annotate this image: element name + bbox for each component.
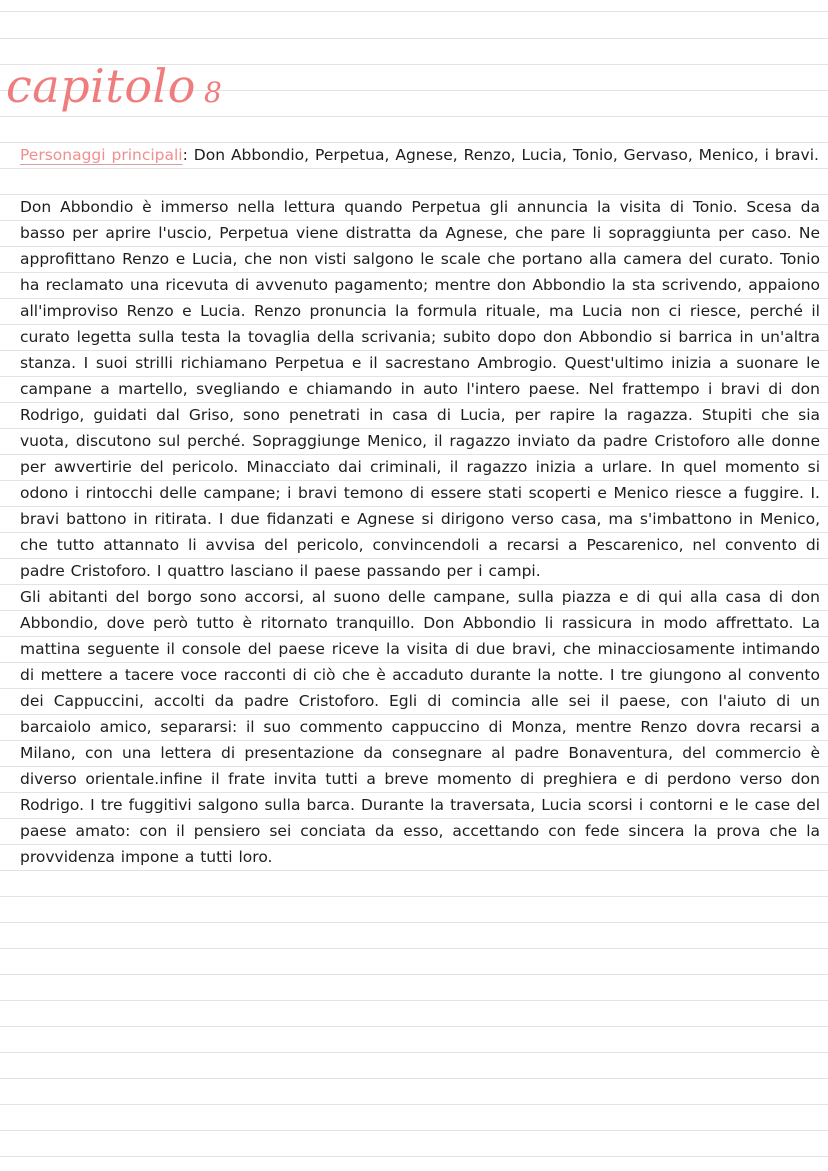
main-characters-label: Personaggi principali: [20, 146, 183, 164]
main-characters-list: Don Abbondio, Perpetua, Agnese, Renzo, Lucia, Tonio, Gervaso, Menico, i bravi.: [193, 146, 819, 164]
chapter-title-word: capitolo: [6, 59, 196, 113]
notes-body: [20, 142, 820, 870]
summary-paragraph-1: Don Abbondio è immerso nella lettura quando Perpetua gli annuncia la visita di Tonio. Scesa da basso per aprire l'uscio, Perpetua viene distratta da Agnese, che pare li sopraggiunta per caso. Ne approfittano Renzo e Lucia, che non visti salgono le scale che portano alla camera del curato. Tonio ha reclamato una ricevuta di avvenuto pagamento; mentre don Abbondio la sta scrivendo, appaiono all'improviso Renzo e Lucia. Renzo pronuncia la formula rituale, ma Lucia non ci riesce, perché il curato legetta sulla testa la tovaglia della scrivania; subito dopo don Abbondio si barrica in un'altra stanza. I suoi strilli richiamano Perpetua e il sacrestano Ambrogio. Quest'ultimo inizia a suonare le campane a martello, svegliando e chiamando in auto l'intero paese. Nel frattempo i bravi di don Rodrigo, guidati dal Griso, sono penetrati in casa di Lucia, per rapire la ragazza. Stupiti che sia vuota, discutono sul perché. Sopraggiunge Menico, il ragazzo inviato da padre Cristoforo alle donne per awvertirie del pericolo. Minacciato dai criminali, il ragazzo inizia a urlare. In quel momento si odono i rintocchi delle campane; i bravi temono di essere stati scoperti e Menico riesce a fuggire. I. bravi battono in ritirata. I due fidanzati e Agnese si dirigono verso casa, ma s'imbattono in Menico, che tutto attannato li avvisa del pericolo, convincendoli a recarsi a Pescarenico, nel convento di padre Cristoforo. I quattro lasciano il paese passando per i campi.: [20, 198, 820, 580]
summary-paragraph-2: Gli abitanti del borgo sono accorsi, al suono delle campane, sulla piazza e di qui alla casa di don Abbondio, dove però tutto è ritornato tranquillo. Don Abbondio li rassicura in modo affrettato. La mattina seguente il console del paese riceve la visita di due bravi, che minacciosamente intimando di mettere a tacere voce racconti di ciò che è accaduto durante la notte. I tre giungono al convento dei Cappuccini, accolti da padre Cristoforo. Egli di comincia alle sei il paese, con l'aiuto di un barcaiolo amico, separarsi: il suo commento cappuccino di Monza, mentre Renzo dovra recarsi a Milano, con una lettera di presentazione da consegnare al padre Bonaventura, del commercio è diverso orientale.infine il frate invita tutti a breve momento di preghiera e di perdono verso don Rodrigo. I tre fuggitivi salgono sulla barca. Durante la traversata, Lucia scorsi i contorni e le case del paese amato: con il pensiero sei conciata da esso, accettando con fede sincera la prova che la provvidenza impone a tutti loro.: [20, 588, 820, 866]
main-characters-separator: :: [182, 146, 194, 164]
chapter-title: [6, 58, 222, 121]
chapter-number: 8: [203, 76, 223, 109]
main-characters: [20, 142, 820, 168]
blank-line: [20, 168, 820, 194]
